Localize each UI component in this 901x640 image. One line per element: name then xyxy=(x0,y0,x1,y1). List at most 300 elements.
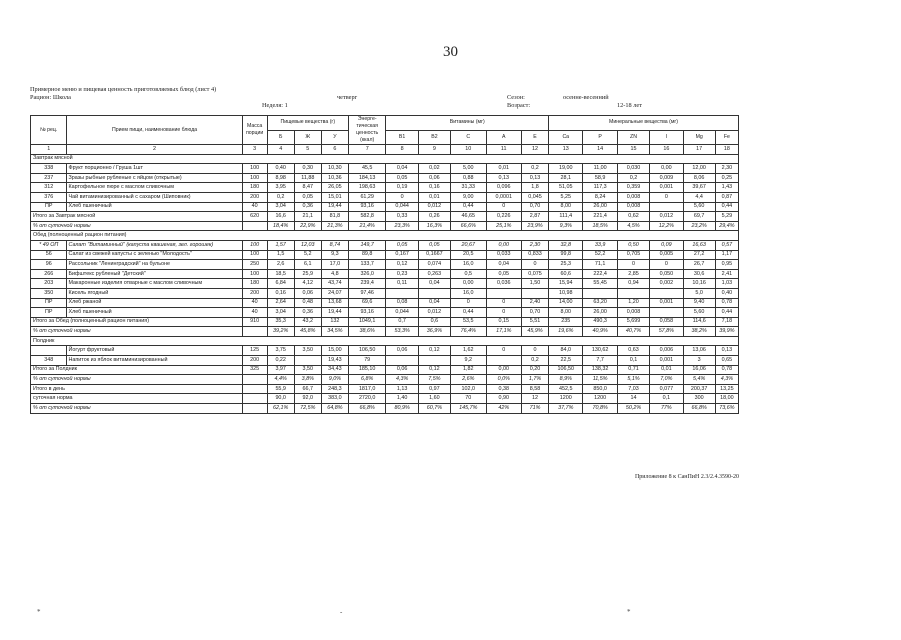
dish-value: 99,8 xyxy=(549,250,583,260)
dish-value: 71,1 xyxy=(583,260,617,270)
dish-value: 1,17 xyxy=(715,250,738,260)
dish-value xyxy=(486,288,521,298)
total-value: 70,8% xyxy=(583,404,617,414)
dish-value: 89,8 xyxy=(348,250,386,260)
total-value: 0,0% xyxy=(486,375,521,385)
total-value: 66,8% xyxy=(348,404,386,414)
dish-value: 198,63 xyxy=(348,183,386,193)
total-value: 1,82 xyxy=(451,365,486,375)
dish-value: 1,62 xyxy=(451,346,486,356)
dish-row xyxy=(31,356,739,366)
dish-value: 348 xyxy=(31,356,67,366)
dish-name: Хлеб ржаной xyxy=(67,298,242,308)
dish-value: 0,05 xyxy=(386,173,418,183)
col-header-nutrients: Пищевые вещества (г) xyxy=(267,116,348,131)
total-value: 0,00 xyxy=(486,365,521,375)
dish-value: 100 xyxy=(242,269,267,279)
dish-value: 10,30 xyxy=(321,164,348,174)
dish-row xyxy=(31,298,739,308)
total-value: 235 xyxy=(549,317,583,327)
col-header-vitamins: Витамины (мг) xyxy=(386,116,549,131)
total-value: 34,43 xyxy=(321,365,348,375)
dish-value: 312 xyxy=(31,183,67,193)
total-value: 34,5% xyxy=(321,327,348,337)
meal-section-title: Полдник xyxy=(31,336,739,346)
dish-value: 222,4 xyxy=(583,269,617,279)
dish-value xyxy=(650,308,683,318)
total-value: 2,6% xyxy=(451,375,486,385)
dish-value: 0,005 xyxy=(650,250,683,260)
dish-value: 0,50 xyxy=(617,240,649,250)
dish-value: 0,65 xyxy=(715,356,738,366)
total-value: 81,8 xyxy=(321,212,348,222)
dish-value: 19,44 xyxy=(321,202,348,212)
week-label: Неделя: 1 xyxy=(262,102,288,109)
dish-value: 20,5 xyxy=(451,250,486,260)
dish-value: 133,7 xyxy=(348,260,386,270)
dish-value: 8,00 xyxy=(549,202,583,212)
total-value: 0,06 xyxy=(386,365,418,375)
dish-value: 11,00 xyxy=(583,164,617,174)
dish-value: 0,2 xyxy=(267,192,294,202)
dish-value: 0 xyxy=(451,298,486,308)
dish-value: 26,05 xyxy=(321,183,348,193)
dish-value: 79 xyxy=(348,356,386,366)
dish-value: 0,25 xyxy=(715,173,738,183)
dish-value: 239,4 xyxy=(348,279,386,289)
total-value: 0,71 xyxy=(617,365,649,375)
dish-value: 8,06 xyxy=(683,173,715,183)
total-value: 14 xyxy=(617,394,649,404)
dish-value: 0 xyxy=(650,260,683,270)
dish-value: 3,50 xyxy=(294,346,321,356)
dish-name: Картофельное пюре с маслом сливочным xyxy=(67,183,242,193)
dish-value: 3,75 xyxy=(267,346,294,356)
total-value: 185,10 xyxy=(348,365,386,375)
total-value: 5,51 xyxy=(521,317,548,327)
total-value: 2720,0 xyxy=(348,394,386,404)
dish-name: Хлеб пшеничный xyxy=(67,308,242,318)
dish-value: 8,47 xyxy=(294,183,321,193)
total-value: 0,38 xyxy=(486,384,521,394)
total-value: 53,5 xyxy=(451,317,486,327)
dish-value: 0,40 xyxy=(715,288,738,298)
dish-value: 0,045 xyxy=(521,192,548,202)
column-number-cell: 14 xyxy=(583,145,617,155)
dish-value: 0,19 xyxy=(386,183,418,193)
percent-row xyxy=(31,221,739,231)
total-value: 36,9% xyxy=(418,327,450,337)
total-value: 55,9 xyxy=(267,384,294,394)
bottom-mark-right: * xyxy=(627,608,631,616)
dish-name: Кисель ягодный xyxy=(67,288,242,298)
dish-value: 19,43 xyxy=(321,356,348,366)
total-value xyxy=(242,384,267,394)
dish-value: 0,1667 xyxy=(418,250,450,260)
total-value: 66,8% xyxy=(683,404,715,414)
dish-value: 0,40 xyxy=(267,164,294,174)
dish-value: 0,30 xyxy=(294,164,321,174)
dish-value: 2,64 xyxy=(267,298,294,308)
dish-value: 0,833 xyxy=(521,250,548,260)
total-value: 5,699 xyxy=(617,317,649,327)
dish-value: 100 xyxy=(242,240,267,250)
dish-value: 1,8 xyxy=(521,183,548,193)
dish-value: 0,001 xyxy=(650,356,683,366)
total-value: 16,06 xyxy=(683,365,715,375)
total-value: 1,7% xyxy=(521,375,548,385)
dish-value: 1,5 xyxy=(267,250,294,260)
total-value: 66,7 xyxy=(294,384,321,394)
dish-value: 0,13 xyxy=(486,173,521,183)
dish-value: 0,16 xyxy=(418,183,450,193)
dish-value: 0,008 xyxy=(617,308,649,318)
total-value: 40,9% xyxy=(583,327,617,337)
dish-value: 0,030 xyxy=(617,164,649,174)
dish-value: 0,02 xyxy=(418,164,450,174)
dish-value: 0 xyxy=(650,192,683,202)
total-value: 53,3% xyxy=(386,327,418,337)
total-value: 0,15 xyxy=(486,317,521,327)
dish-value: 17,0 xyxy=(321,260,348,270)
ration-day: четверг xyxy=(337,94,358,101)
dish-value: 22,5 xyxy=(549,356,583,366)
column-number-row xyxy=(31,145,739,155)
dish-value xyxy=(650,202,683,212)
dish-value: 237 xyxy=(31,173,67,183)
dish-value: 5,60 xyxy=(683,308,715,318)
dish-value: 10,98 xyxy=(549,288,583,298)
dish-value: 0,04 xyxy=(418,279,450,289)
total-value: 620 xyxy=(242,212,267,222)
dish-value xyxy=(386,356,418,366)
dish-value: 31,33 xyxy=(451,183,486,193)
dish-value: 117,3 xyxy=(583,183,617,193)
dish-value: 3 xyxy=(683,356,715,366)
total-value: 102,0 xyxy=(451,384,486,394)
percent-label: % от суточной нормы xyxy=(31,404,243,414)
sub-header-cell: Mg xyxy=(683,130,715,145)
total-value: 29,4% xyxy=(715,221,738,231)
column-number-cell: 3 xyxy=(242,145,267,155)
col-header-energy: Энерге-тическая ценность (ккал) xyxy=(348,116,386,145)
total-value: 21,3% xyxy=(321,221,348,231)
total-value: 582,8 xyxy=(348,212,386,222)
total-value: 71% xyxy=(521,404,548,414)
dish-value: 10,36 xyxy=(321,173,348,183)
dish-value: 2,30 xyxy=(715,164,738,174)
total-value: 90,0 xyxy=(267,394,294,404)
dish-value: 12,00 xyxy=(683,164,715,174)
dish-value xyxy=(418,356,450,366)
total-label: Итого за Завтрак мясной xyxy=(31,212,243,222)
total-value: 0,012 xyxy=(650,212,683,222)
dish-value: 100 xyxy=(242,173,267,183)
dish-value: 61,29 xyxy=(348,192,386,202)
sub-header-cell: Ca xyxy=(549,130,583,145)
dish-value: 0,44 xyxy=(715,308,738,318)
total-value: 114,6 xyxy=(683,317,715,327)
total-label: Итого в день xyxy=(31,384,243,394)
dish-value: 200 xyxy=(242,288,267,298)
total-value: 16,3% xyxy=(418,221,450,231)
dish-row xyxy=(31,173,739,183)
total-value xyxy=(242,394,267,404)
dish-value: 0,12 xyxy=(386,260,418,270)
dish-value: 27,2 xyxy=(683,250,715,260)
percent-label: % от суточной нормы xyxy=(31,375,243,385)
dish-value: 0,001 xyxy=(650,298,683,308)
total-value: 3,97 xyxy=(267,365,294,375)
season-value: осенне-весенний xyxy=(563,94,609,101)
total-value: 13,25 xyxy=(715,384,738,394)
dish-value: 0 xyxy=(486,346,521,356)
dish-value: 0,002 xyxy=(650,279,683,289)
menu-title: Примерное меню и пищевая ценность приготовляемых блюд (лист 4) xyxy=(30,86,217,93)
dish-value: 0,044 xyxy=(386,308,418,318)
column-number-cell: 9 xyxy=(418,145,450,155)
total-row xyxy=(31,212,739,222)
dish-value: 0,04 xyxy=(386,164,418,174)
meal-section-row xyxy=(31,154,739,164)
total-value: 5,1% xyxy=(617,375,649,385)
column-number-cell: 2 xyxy=(67,145,242,155)
dish-value: 2,30 xyxy=(521,240,548,250)
dish-value: ПР xyxy=(31,308,67,318)
dish-value: 32,8 xyxy=(549,240,583,250)
total-value: 0,26 xyxy=(418,212,450,222)
dish-value: 28,1 xyxy=(549,173,583,183)
total-value: 0,97 xyxy=(418,384,450,394)
dish-value: 11,88 xyxy=(294,173,321,183)
bottom-mark-center: - xyxy=(340,608,343,616)
dish-row xyxy=(31,192,739,202)
total-value: 18,4% xyxy=(267,221,294,231)
dish-value: 30,6 xyxy=(683,269,715,279)
total-value: 5,4% xyxy=(683,375,715,385)
total-value: 76,4% xyxy=(451,327,486,337)
total-value: 12 xyxy=(521,394,548,404)
dish-value xyxy=(31,346,67,356)
dish-value: 55,45 xyxy=(583,279,617,289)
total-value: 1817,0 xyxy=(348,384,386,394)
sub-header-cell: A xyxy=(486,130,521,145)
dish-name: Салат "Витаминный" (капуста квашеная, зел. горошек) xyxy=(67,240,242,250)
dish-value: 25,3 xyxy=(549,260,583,270)
total-value: 106,50 xyxy=(549,365,583,375)
dish-value: 0,008 xyxy=(617,192,649,202)
dish-value: 0 xyxy=(386,192,418,202)
total-value: 42% xyxy=(486,404,521,414)
total-value: 221,4 xyxy=(583,212,617,222)
menu-body xyxy=(31,154,739,413)
dish-name: Салат из свежей капусты с зеленью "Молодость" xyxy=(67,250,242,260)
dish-value: 0,009 xyxy=(650,173,683,183)
meal-section-title: Обед (полноценный рацион питания) xyxy=(31,231,739,241)
dish-value: 0,44 xyxy=(451,202,486,212)
dish-value: 8,24 xyxy=(583,192,617,202)
dish-value: 1,03 xyxy=(715,279,738,289)
total-value: 46,65 xyxy=(451,212,486,222)
dish-value: ПР xyxy=(31,202,67,212)
dish-value: 40 xyxy=(242,298,267,308)
dish-row xyxy=(31,279,739,289)
total-value: 3,8% xyxy=(294,375,321,385)
dish-name: Йогурт фруктовый xyxy=(67,346,242,356)
dish-value: 39,67 xyxy=(683,183,715,193)
dish-value: 0,08 xyxy=(386,298,418,308)
dish-value: 45,5 xyxy=(348,164,386,174)
dish-value: 350 xyxy=(31,288,67,298)
dish-value: 24,07 xyxy=(321,288,348,298)
total-value: 0,33 xyxy=(386,212,418,222)
dish-value: 0 xyxy=(486,298,521,308)
dish-value: 0,263 xyxy=(418,269,450,279)
sub-header-cell: Б xyxy=(267,130,294,145)
column-number-cell: 11 xyxy=(486,145,521,155)
dish-value: 0,075 xyxy=(521,269,548,279)
total-value: 23,9% xyxy=(521,221,548,231)
total-value: 0,90 xyxy=(486,394,521,404)
column-number-cell: 15 xyxy=(617,145,649,155)
total-value: 72,5% xyxy=(294,404,321,414)
dish-name: Чай витаминизированный с сахаром (Шиповник) xyxy=(67,192,242,202)
total-value: 66,6% xyxy=(451,221,486,231)
dish-value: 0,12 xyxy=(418,346,450,356)
total-value: 70 xyxy=(451,394,486,404)
column-number-cell: 8 xyxy=(386,145,418,155)
dish-value: 40 xyxy=(242,308,267,318)
column-number-cell: 7 xyxy=(348,145,386,155)
age-value: 12-18 лет xyxy=(617,102,642,109)
dish-value: 250 xyxy=(242,260,267,270)
dish-value: 0,05 xyxy=(386,240,418,250)
total-value: 0,058 xyxy=(650,317,683,327)
total-value: 45,8% xyxy=(294,327,321,337)
dish-value: 26,00 xyxy=(583,308,617,318)
footnote: Приложение 8 к СанПиН 2.3/2.4.3590-20 xyxy=(634,474,739,480)
dish-value: 0,09 xyxy=(650,240,683,250)
dish-value xyxy=(650,288,683,298)
total-value: 138,32 xyxy=(583,365,617,375)
dish-value: * 49 ОП xyxy=(31,240,67,250)
dish-value: 0,05 xyxy=(294,192,321,202)
dish-value: 0,48 xyxy=(294,298,321,308)
dish-value: 0,44 xyxy=(715,202,738,212)
total-value: 0,226 xyxy=(486,212,521,222)
dish-value xyxy=(486,356,521,366)
dish-value: 4,4 xyxy=(683,192,715,202)
dish-value: 2,85 xyxy=(617,269,649,279)
dish-name: Зразы рыбные рубленые с яйцом (открытые) xyxy=(67,173,242,183)
meal-section-row xyxy=(31,336,739,346)
dish-row xyxy=(31,346,739,356)
total-value: 7,0% xyxy=(650,375,683,385)
total-value: 145,7% xyxy=(451,404,486,414)
dish-value: 93,16 xyxy=(348,308,386,318)
dish-value: 0,95 xyxy=(715,260,738,270)
total-value: 0,077 xyxy=(650,384,683,394)
dish-value: 0,2 xyxy=(521,164,548,174)
total-row xyxy=(31,384,739,394)
total-value: 325 xyxy=(242,365,267,375)
total-value: 40,7% xyxy=(617,327,649,337)
dish-row xyxy=(31,202,739,212)
column-number-cell: 10 xyxy=(451,145,486,155)
dish-value: 33,9 xyxy=(583,240,617,250)
dish-value: 0,01 xyxy=(418,192,450,202)
total-value: 50,2% xyxy=(617,404,649,414)
column-number-cell: 16 xyxy=(650,145,683,155)
dish-value: 180 xyxy=(242,183,267,193)
dish-value: 0,2 xyxy=(617,173,649,183)
dish-value: 9,00 xyxy=(451,192,486,202)
dish-value: 130,62 xyxy=(583,346,617,356)
total-value: 62,1% xyxy=(267,404,294,414)
total-value: 7,18 xyxy=(715,317,738,327)
dish-value: 6,84 xyxy=(267,279,294,289)
dish-value: 16,0 xyxy=(451,260,486,270)
dish-row xyxy=(31,288,739,298)
dish-value: 0,57 xyxy=(715,240,738,250)
dish-value: 0,00 xyxy=(451,279,486,289)
total-value: 18,00 xyxy=(715,394,738,404)
dish-value: 1,20 xyxy=(617,298,649,308)
total-value: 64,8% xyxy=(321,404,348,414)
dish-value: 15,94 xyxy=(549,279,583,289)
percent-label: % от суточной нормы xyxy=(31,221,243,231)
dish-value: 1,43 xyxy=(715,183,738,193)
total-value: 18,5% xyxy=(583,221,617,231)
dish-value: 58,9 xyxy=(583,173,617,183)
dish-value: 0,22 xyxy=(267,356,294,366)
dish-value: 0,06 xyxy=(294,288,321,298)
total-value: 1,60 xyxy=(418,394,450,404)
dish-value: 326,0 xyxy=(348,269,386,279)
total-value: 80,9% xyxy=(386,404,418,414)
age-label: Возраст: xyxy=(507,102,531,109)
page-number: 30 xyxy=(443,44,458,60)
dish-value: 0,23 xyxy=(386,269,418,279)
dish-value: 100 xyxy=(242,250,267,260)
total-value: 21,4% xyxy=(348,221,386,231)
dish-value: 16,63 xyxy=(683,240,715,250)
dish-value xyxy=(583,288,617,298)
dish-row xyxy=(31,269,739,279)
total-value: 2,87 xyxy=(521,212,548,222)
dish-value: 5,60 xyxy=(683,202,715,212)
dish-value: 203 xyxy=(31,279,67,289)
dish-value: 0,1 xyxy=(617,356,649,366)
dish-value: 0,13 xyxy=(521,173,548,183)
dish-value: 0,001 xyxy=(650,183,683,193)
total-value: 1200 xyxy=(583,394,617,404)
dish-value: 0,63 xyxy=(617,346,649,356)
column-number-cell: 6 xyxy=(321,145,348,155)
dish-value: 5,25 xyxy=(549,192,583,202)
dish-value xyxy=(386,288,418,298)
total-value: 57,8% xyxy=(650,327,683,337)
dish-value: 0,11 xyxy=(386,279,418,289)
column-number-cell: 12 xyxy=(521,145,548,155)
dish-value: 0,036 xyxy=(486,279,521,289)
percent-row xyxy=(31,327,739,337)
total-value: 4,3% xyxy=(715,375,738,385)
dish-value: 10,16 xyxy=(683,279,715,289)
total-value: 850,0 xyxy=(583,384,617,394)
dish-value: 2,41 xyxy=(715,269,738,279)
dish-value: 0,36 xyxy=(294,202,321,212)
